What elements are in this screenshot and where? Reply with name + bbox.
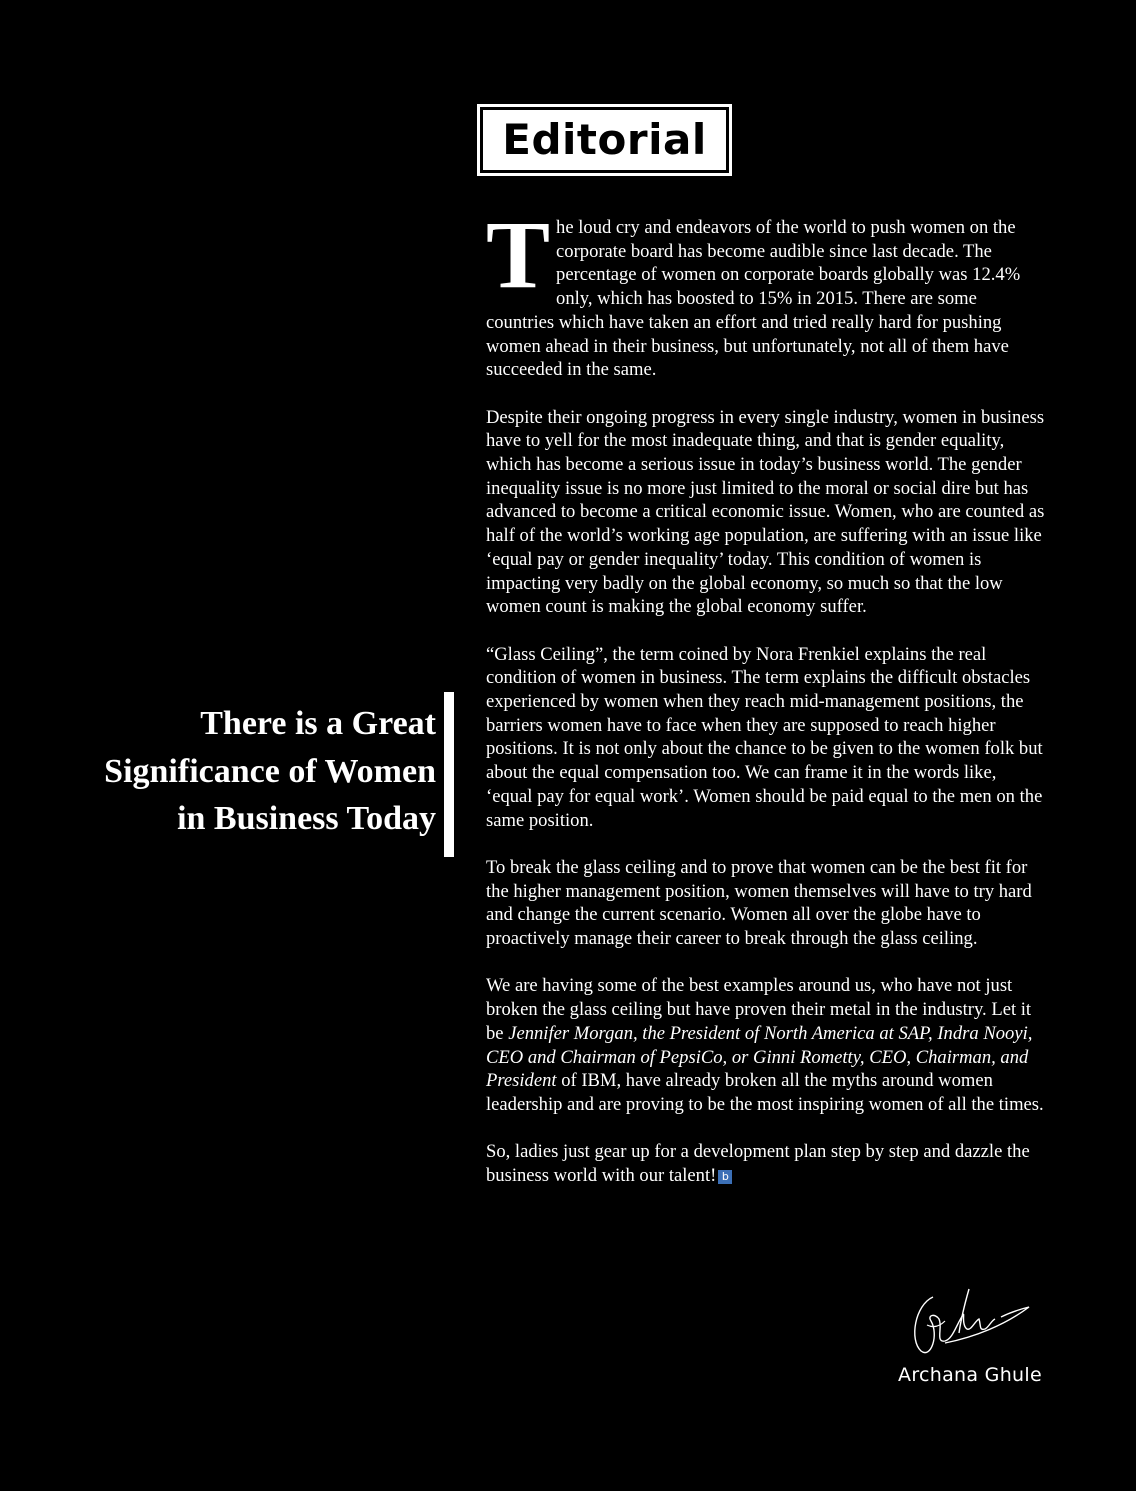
article-body: [486, 201, 1046, 1211]
editorial-title: Editorial: [483, 110, 726, 170]
paragraph-3: “Glass Ceiling”, the term coined by Nora Frenkiel explains the real condition of women in business. The term explains the difficult obstacles experienced by women when they reach mid-management positions, the barriers women have to face when they are supposed to reach higher positions. It is not only about the chance to be given to the women folk but about the equal compensation too. We can frame it in the words like, ‘equal pay for equal work’. Women should be paid equal to the men on the same position.: [486, 643, 1043, 831]
paragraph-6: [486, 1140, 1046, 1187]
paragraph-5-lead: We are having some of the best examples around us, who have not just broken the glass ceiling but have proven their metal in the industry. Let it be: [486, 975, 1032, 1044]
end-mark-icon: b: [718, 1170, 732, 1184]
pullquote: [60, 700, 436, 843]
paragraph-6-text: So, ladies just gear up for a development plan step by step and dazzle the business world with our talent!: [486, 1141, 1030, 1187]
pullquote-line-2: Significance of Women: [104, 752, 436, 790]
paragraph-5-tail: of IBM, have already broken all the myths around women leadership and are proving to be the most inspiring women of all the times.: [486, 1070, 1044, 1115]
paragraph-2: Despite their ongoing progress in every single industry, women in business have to yell for the most inadequate thing, and that is gender equality, which has become a serious issue in today’s business world. The gender inequality issue is no more just limited to the moral or social dire but has advanced to become a critical economic issue. Women, who are counted as half of the world’s working age population, are suffering with an issue like ‘equal pay or gender inequality’ today. This condition of women is impacting very badly on the global economy, so much so that the low women count is making the global economy suffer.: [486, 406, 1045, 618]
pullquote-bar: [444, 692, 454, 857]
pullquote-line-3: in Business Today: [177, 800, 436, 837]
author-name: Archana Ghule: [898, 1364, 1042, 1386]
paragraph-5: [486, 974, 1046, 1116]
signature-image: [905, 1285, 1035, 1365]
editorial-masthead: [477, 104, 732, 176]
paragraph-5-names: Jennifer Morgan, the President of North America at SAP, Indra Nooyi, CEO and Chairman of PepsiCo, or Ginni Rometty, CEO, Chairman, and President: [486, 1022, 1033, 1092]
paragraph-1: [486, 201, 1046, 382]
drop-cap: T: [486, 201, 551, 308]
pullquote-line-1: There is a Great: [200, 705, 436, 742]
paragraph-1-text: he loud cry and endeavors of the world to push women on the corporate board has become audible since last decade. The percentage of women on corporate boards globally was 12.4% only, which has boosted to 15% in 2015. There are some countries which have taken an effort and tried really hard for pushing women ahead in their business, but unfortunately, not all of them have succeeded in the same.: [486, 217, 1021, 381]
paragraph-4: To break the glass ceiling and to prove that women can be the best fit for the higher management position, women themselves will have to try hard and change the current scenario. Women all over the globe have to proactively manage their career to break through the glass ceiling.: [486, 856, 1032, 950]
